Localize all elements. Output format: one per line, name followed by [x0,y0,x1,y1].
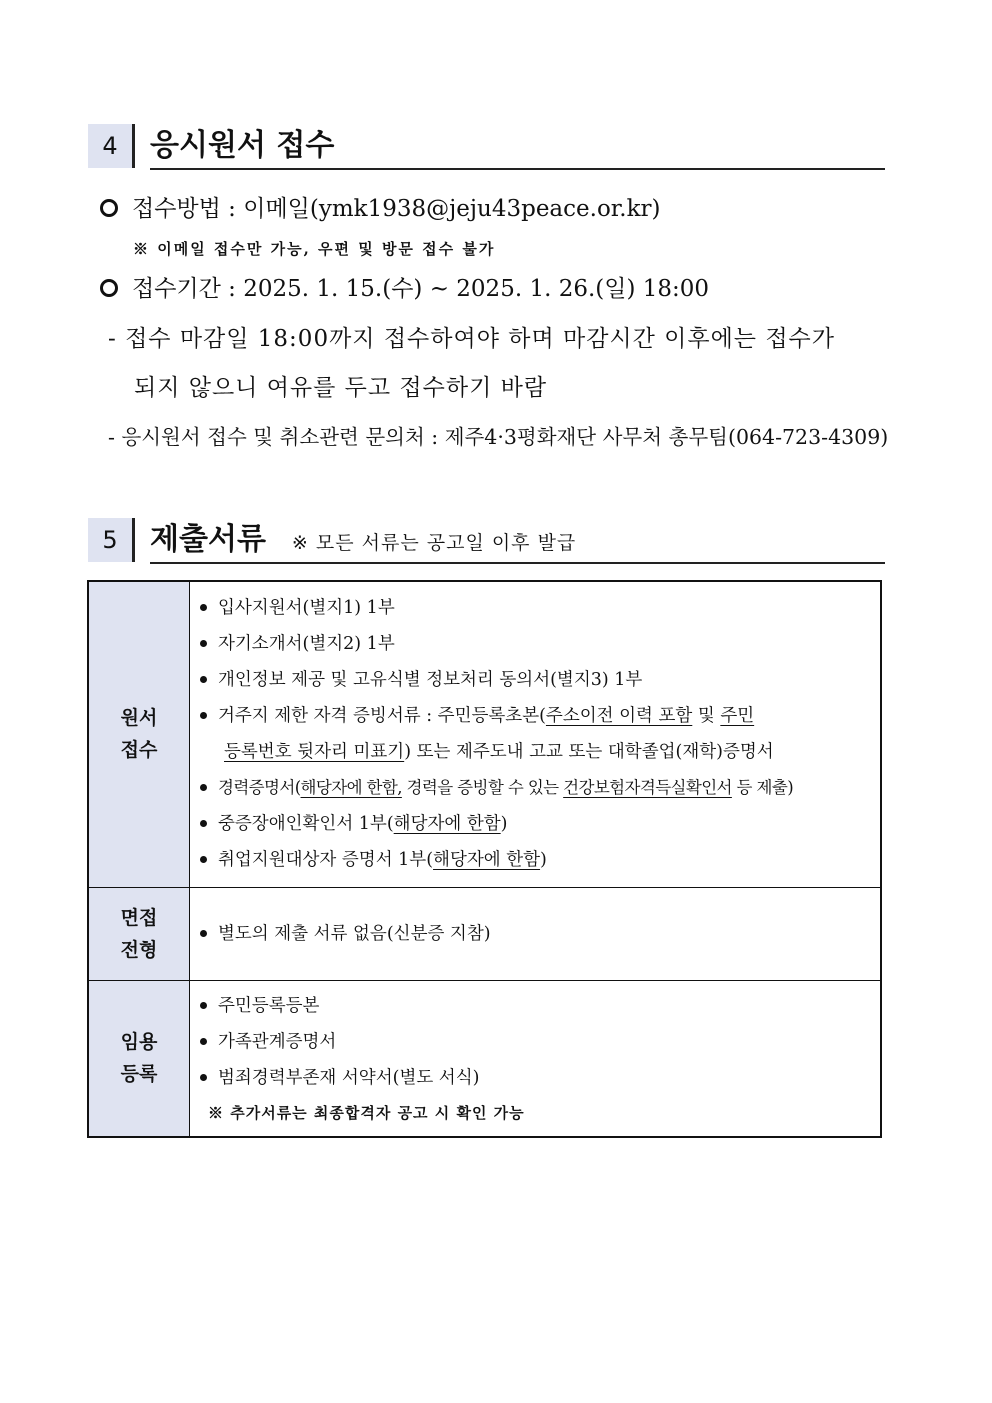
method-text: 접수방법 : 이메일(ymk1938@jeju43peace.or.kr) [132,196,661,222]
row-content [190,887,882,980]
list-item [196,842,880,878]
section-note: ※ 모든 서류는 공고일 이후 발급 [291,532,577,554]
row-label-line: 등록 [120,1063,158,1086]
row-content [190,581,882,887]
item-underlined-text: 해당자에 한함, [300,778,402,798]
item-underlined-text: 해당자에 한함 [393,814,501,835]
table-row [88,980,881,1137]
row-label-line: 면접 [120,906,158,929]
deadline-note-2: 되지 않으니 여유를 두고 접수하기 바람 [134,375,548,401]
row-label [88,887,190,980]
section-4-header [88,124,885,170]
documents-table [87,580,882,1138]
item-text: 거주지 제한 자격 증빙서류 : 주민등록초본( [218,706,546,727]
circle-bullet-icon [100,279,118,297]
section-number: 5 [88,518,135,562]
circle-bullet-icon [100,199,118,217]
table-row [88,581,881,887]
item-text: 및 [692,706,721,727]
list-item: 범죄경력부존재 서약서(별도 서식) [196,1060,880,1096]
item-text: ) [540,850,547,871]
item-underlined-text: 주소이전 이력 포함 [545,706,693,727]
row-label-line: 접수 [120,739,158,762]
row-label-line: 임용 [120,1031,158,1054]
table-row [88,887,881,980]
section-title-text: 제출서류 [150,522,266,557]
method-note: ※ 이메일 접수만 가능, 우편 및 방문 접수 불가 [133,240,496,258]
section-title: 응시원서 접수 [150,128,335,163]
deadline-note-1: - 접수 마감일 18:00까지 접수하여야 하며 마감시간 이후에는 접수가 [108,326,835,352]
list-item [196,698,880,734]
section-title [150,519,576,564]
row-label [88,980,190,1137]
row-label-line: 전형 [120,938,158,961]
method-line [100,190,660,223]
section-rule [150,562,885,564]
row-label-line: 원서 [120,707,158,730]
item-text: 경력증명서( [218,778,301,798]
item-underlined-text: 해당자에 한함 [433,850,541,871]
list-item: 주민등록등본 [196,988,880,1024]
item-text: 등 제출) [731,778,794,798]
list-item [196,770,880,806]
inquiry-note: - 응시원서 접수 및 취소관련 문의처 : 제주4·3평화재단 사무처 총무팀(064-723-4309) [108,425,889,449]
section-rule [150,168,885,170]
section-5-header [88,518,885,564]
section-number: 4 [88,124,135,168]
row-label [88,581,190,887]
item-text: 경력을 증빙할 수 있는 [401,778,564,798]
list-item: 개인정보 제공 및 고유식별 정보처리 동의서(별지3) 1부 [196,662,880,698]
row-content [190,980,882,1137]
list-item: 자기소개서(별지2) 1부 [196,626,880,662]
list-item: 별도의 제출 서류 없음(신분증 지참) [196,916,880,952]
item-text: 중증장애인확인서 1부( [218,814,394,835]
period-text: 접수기간 : 2025. 1. 15.(수) ~ 2025. 1. 26.(일) 18:00 [132,276,710,302]
item-underlined-text: 등록번호 뒷자리 미표기 [224,742,405,763]
list-item-continuation [196,734,880,770]
item-underlined-text: 주민 [720,706,755,727]
period-line [100,270,709,303]
table-note: ※ 추가서류는 최종합격자 공고 시 확인 가능 [208,1104,525,1123]
list-item: 입사지원서(별지1) 1부 [196,590,880,626]
list-item: 가족관계증명서 [196,1024,880,1060]
item-underlined-text: 건강보험자격득실확인서 [563,778,732,798]
list-item [196,806,880,842]
item-text: ) [500,814,508,835]
item-text: ) 또는 제주도내 고교 또는 대학졸업(재학)증명서 [404,742,774,763]
item-text: 취업지원대상자 증명서 1부( [218,850,434,871]
